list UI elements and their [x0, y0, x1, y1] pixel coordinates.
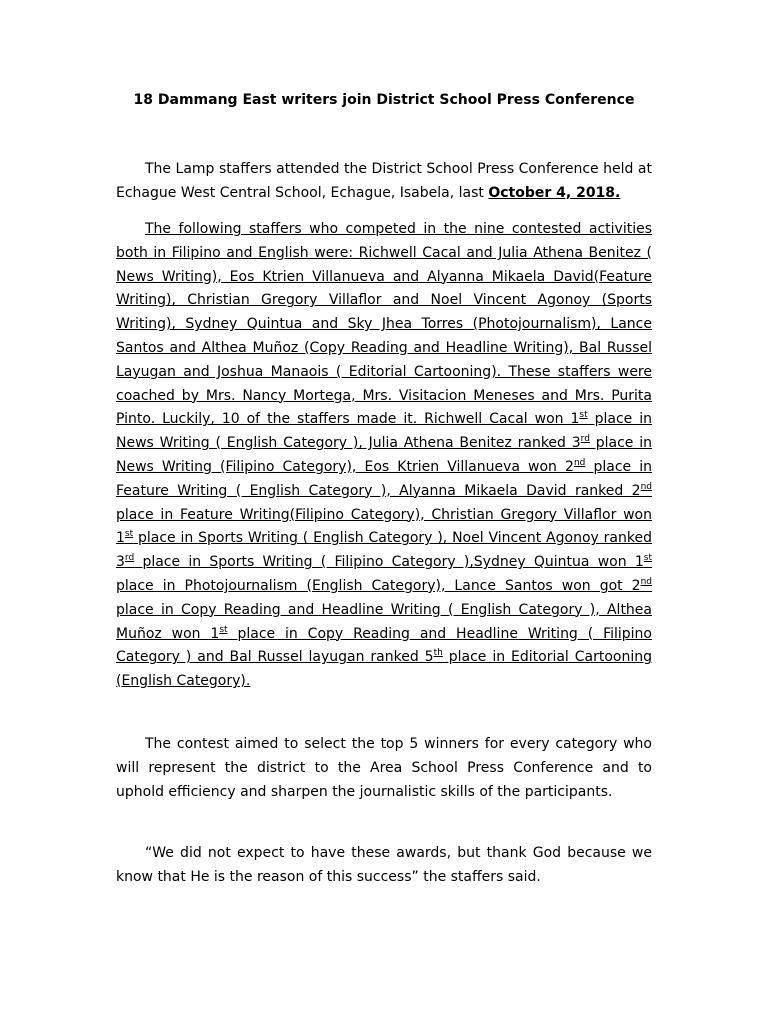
ordinal-suffix: st	[124, 529, 134, 540]
ordinal-suffix: th	[433, 648, 443, 659]
ordinal-suffix: nd	[640, 481, 652, 492]
article-title: 18 Dammang East writers join District School Press Conference	[133, 92, 635, 108]
ordinal-suffix: nd	[640, 576, 652, 587]
results-text-14: place in Photojournalism (English Category), Lance Santos won got 2	[116, 577, 641, 594]
paragraph-results	[116, 218, 652, 694]
ordinal-suffix: rd	[580, 434, 590, 445]
results-text-0: The following staffers who competed in the nine contested activities both in Filipino and English were: Richwell Cacal and Julia Athena Benitez ( News Writing), Eos Ktrien Villanueva and Alyanna Mikaela David(Feature Writing), Christian Gregory Villaflor and Noel Vincent Agonoy (Sports Writing), Sydney Quintua and Sky Jhea Torres (Photojournalism), Lance Santos and Althea Muñoz (Copy Reading and Headline Writing), Bal Russel Layugan and Joshua Manaois ( Editorial Cartooning). These staffers were coached by Mrs. Nancy Mortega, Mrs. Visitacion Meneses and Mrs. Purita Pinto. Luckily, 10 of the staffers made it. Richwell Cacal won 1	[116, 221, 652, 428]
ordinal-suffix: st	[579, 410, 588, 421]
event-date: October 4, 2018.	[488, 184, 621, 201]
paragraph-attendance	[116, 158, 652, 206]
ordinal-suffix: st	[219, 624, 228, 635]
results-text-18: place in Copy Reading and Headline Writing ( Filipino Category ) and Bal Russel layugan ranked 5	[116, 625, 652, 666]
paragraph-contest-aim: The contest aimed to select the top 5 winners for every category who will represent the district to the Area School Press Conference and to uphold efficiency and sharpen the journalistic skills of the participants.	[116, 736, 652, 800]
results-text-4: place in News Writing (Filipino Category), Eos Ktrien Villanueva won 2	[116, 435, 652, 475]
paragraph-quote: “We did not expect to have these awards, but thank God because we know that He is the reason of this success” the staffers said.	[116, 845, 652, 885]
results-text-8: place in Feature Writing(Filipino Category), Christian Gregory Villaflor won 1	[116, 506, 652, 547]
results-text-12: place in Sports Writing ( Filipino Category ),Sydney Quintua won 1	[134, 554, 644, 571]
attendance-text: The Lamp staffers attended the District School Press Conference held at Echague West Central School, Echague, Isabela, last	[116, 161, 652, 201]
ordinal-suffix: st	[643, 553, 652, 564]
results-text-16: place in Copy Reading and Headline Writing ( English Category ), Althea Muñoz won 1	[116, 601, 652, 642]
results-text-10: place in Sports Writing ( English Category ), Noel Vincent Agonoy ranked 3	[116, 530, 652, 571]
results-text-20: place in Editorial Cartooning (English Category).	[116, 649, 652, 690]
ordinal-suffix: nd	[573, 457, 586, 468]
results-text-6: place in Feature Writing ( English Category ), Alyanna Mikaela David ranked 2	[116, 458, 652, 499]
results-text-2: place in News Writing ( English Category ), Julia Athena Benitez ranked 3	[116, 411, 652, 452]
ordinal-suffix: rd	[124, 553, 135, 564]
